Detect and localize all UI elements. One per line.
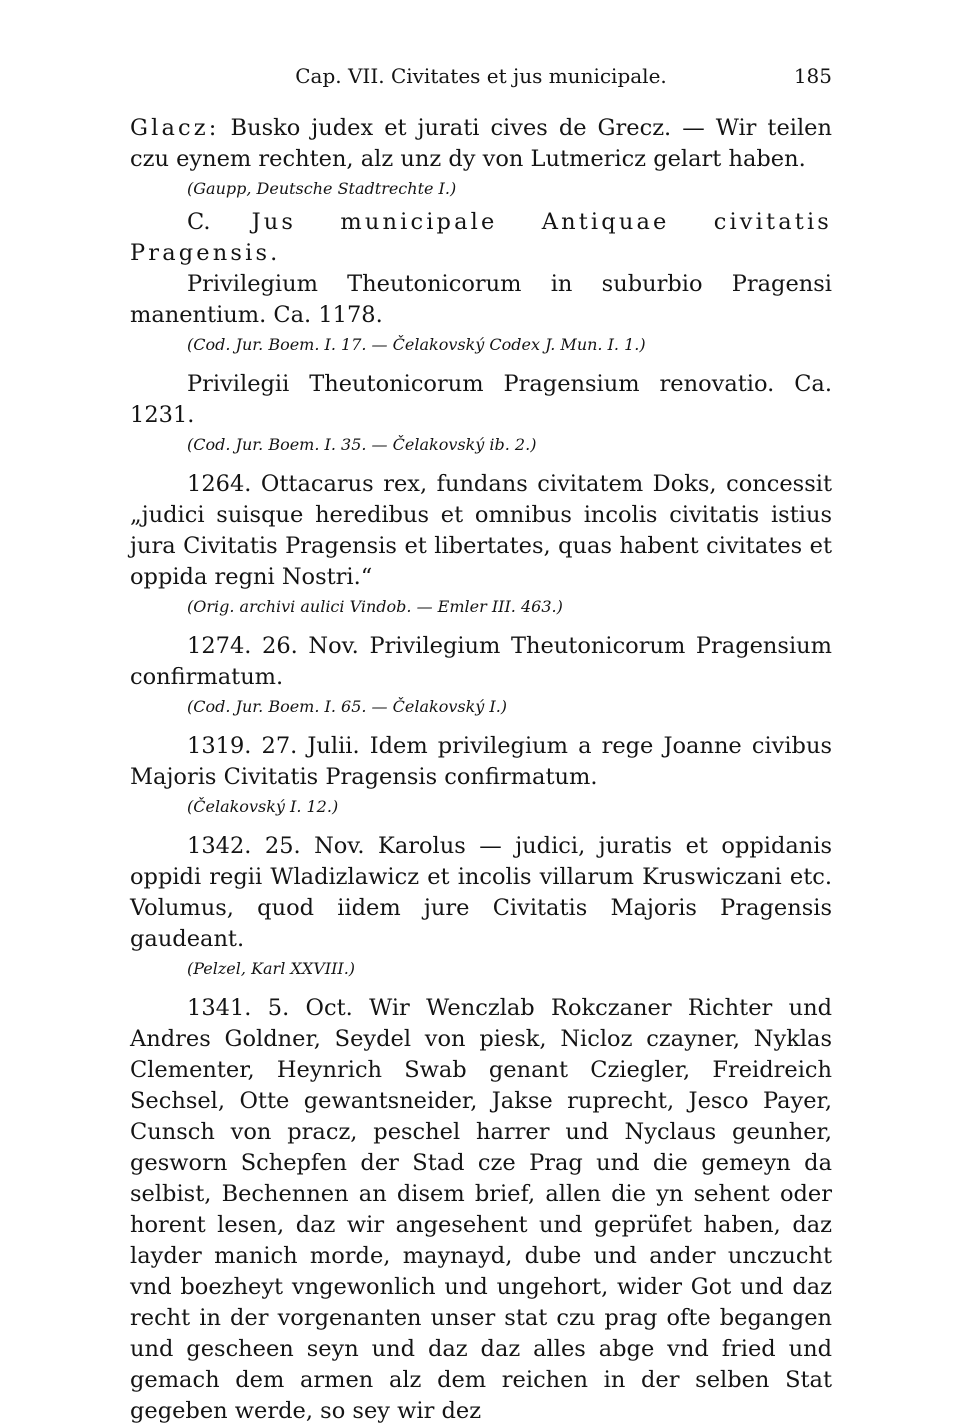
privilege-1231-citation: (Cod. Jur. Boem. I. 35. — Čelakovský ib. 2.) bbox=[187, 435, 537, 454]
privilege-1178-citation: (Cod. Jur. Boem. I. 17. — Čelakovský Codex J. Mun. I. 1.) bbox=[187, 335, 646, 354]
page-body bbox=[130, 113, 832, 1427]
entry-1319-paragraph: 1319. 27. Julii. Idem privilegium a rege Joanne civibus Majoris Civitatis Pragensis confirmatum. bbox=[130, 733, 832, 790]
chapter-title: Cap. VII. Civitates et jus municipale. bbox=[295, 64, 667, 88]
privilege-1231-paragraph: Privilegii Theutonicorum Pragensium renovatio. Ca. 1231. bbox=[130, 371, 832, 428]
entry-1264-citation: (Orig. archivi aulici Vindob. — Emler III. 463.) bbox=[187, 597, 563, 616]
entry-1274-citation: (Cod. Jur. Boem. I. 65. — Čelakovský I.) bbox=[187, 697, 508, 716]
glacz-text: Busko judex et jurati cives de Grecz. — Wir teilen czu eynem rechten, alz unz dy von Lutmericz gelart haben. bbox=[130, 115, 832, 172]
entry-1342-paragraph: 1342. 25. Nov. Karolus — judici, juratis et oppidanis oppidi regii Wladizlawicz et incolis villarum Kruswiczani etc. Volumus, quod iidem jure Civitatis Majoris Pragensis gaudeant. bbox=[130, 833, 832, 952]
entry-1264-paragraph: 1264. Ottacarus rex, fundans civitatem Doks, concessit „judici suisque heredibus et omnibus incolis civitatis istius jura Civitatis Pragensis et libertates, quas habent civitates et oppida regni Nostri.“ bbox=[130, 471, 832, 590]
glacz-citation: (Gaupp, Deutsche Stadtrechte I.) bbox=[187, 179, 457, 198]
entry-1274-paragraph: 1274. 26. Nov. Privilegium Theutonicorum Pragensium confirmatum. bbox=[130, 633, 832, 690]
section-heading-title: Jus municipale Antiquae civitatis Pragensis. bbox=[130, 209, 832, 266]
page-number: 185 bbox=[793, 64, 832, 88]
privilege-1178-paragraph: Privilegium Theutonicorum in suburbio Pragensi manentium. Ca. 1178. bbox=[130, 271, 832, 328]
entry-1319-citation: (Čelakovský I. 12.) bbox=[187, 797, 339, 816]
glacz-paragraph bbox=[130, 113, 832, 175]
section-heading-prefix: C. bbox=[187, 209, 252, 235]
running-head bbox=[130, 58, 832, 94]
entry-1341-paragraph: 1341. 5. Oct. Wir Wenczlab Rokczaner Richter und Andres Goldner, Seydel von piesk, Nicloz czayner, Nyklas Clementer, Heynrich Swab genant Cziegler, Freidreich Sechsel, Otte gewantsneider, Jakse ruprecht, Jesco Payer, Cunsch von pracz, peschel harrer und Nyclaus geunher, gesworn Schepfen der Stad cze Prag und die gemeyn da selbist, Bechennen an disem brief, allen die yn sehent oder horent lesen, daz wir angesehent und geprüfet haben, daz layder manich morde, maynayd, dube und ander unczucht vnd boezheyt vngewonlich und ungehort, wider Got und daz recht in der vorgenanten unser stat czu prag ofte begangen und gescheen seyn und daz daz alles abge vnd fried und gemach dem armen alz dem reichen in der selben Stat gegeben werde, so sey wir dez bbox=[130, 995, 832, 1424]
glacz-label: Glacz: bbox=[130, 115, 220, 141]
section-heading bbox=[130, 207, 832, 269]
entry-1342-citation: (Pelzel, Karl XXVIII.) bbox=[187, 959, 356, 978]
